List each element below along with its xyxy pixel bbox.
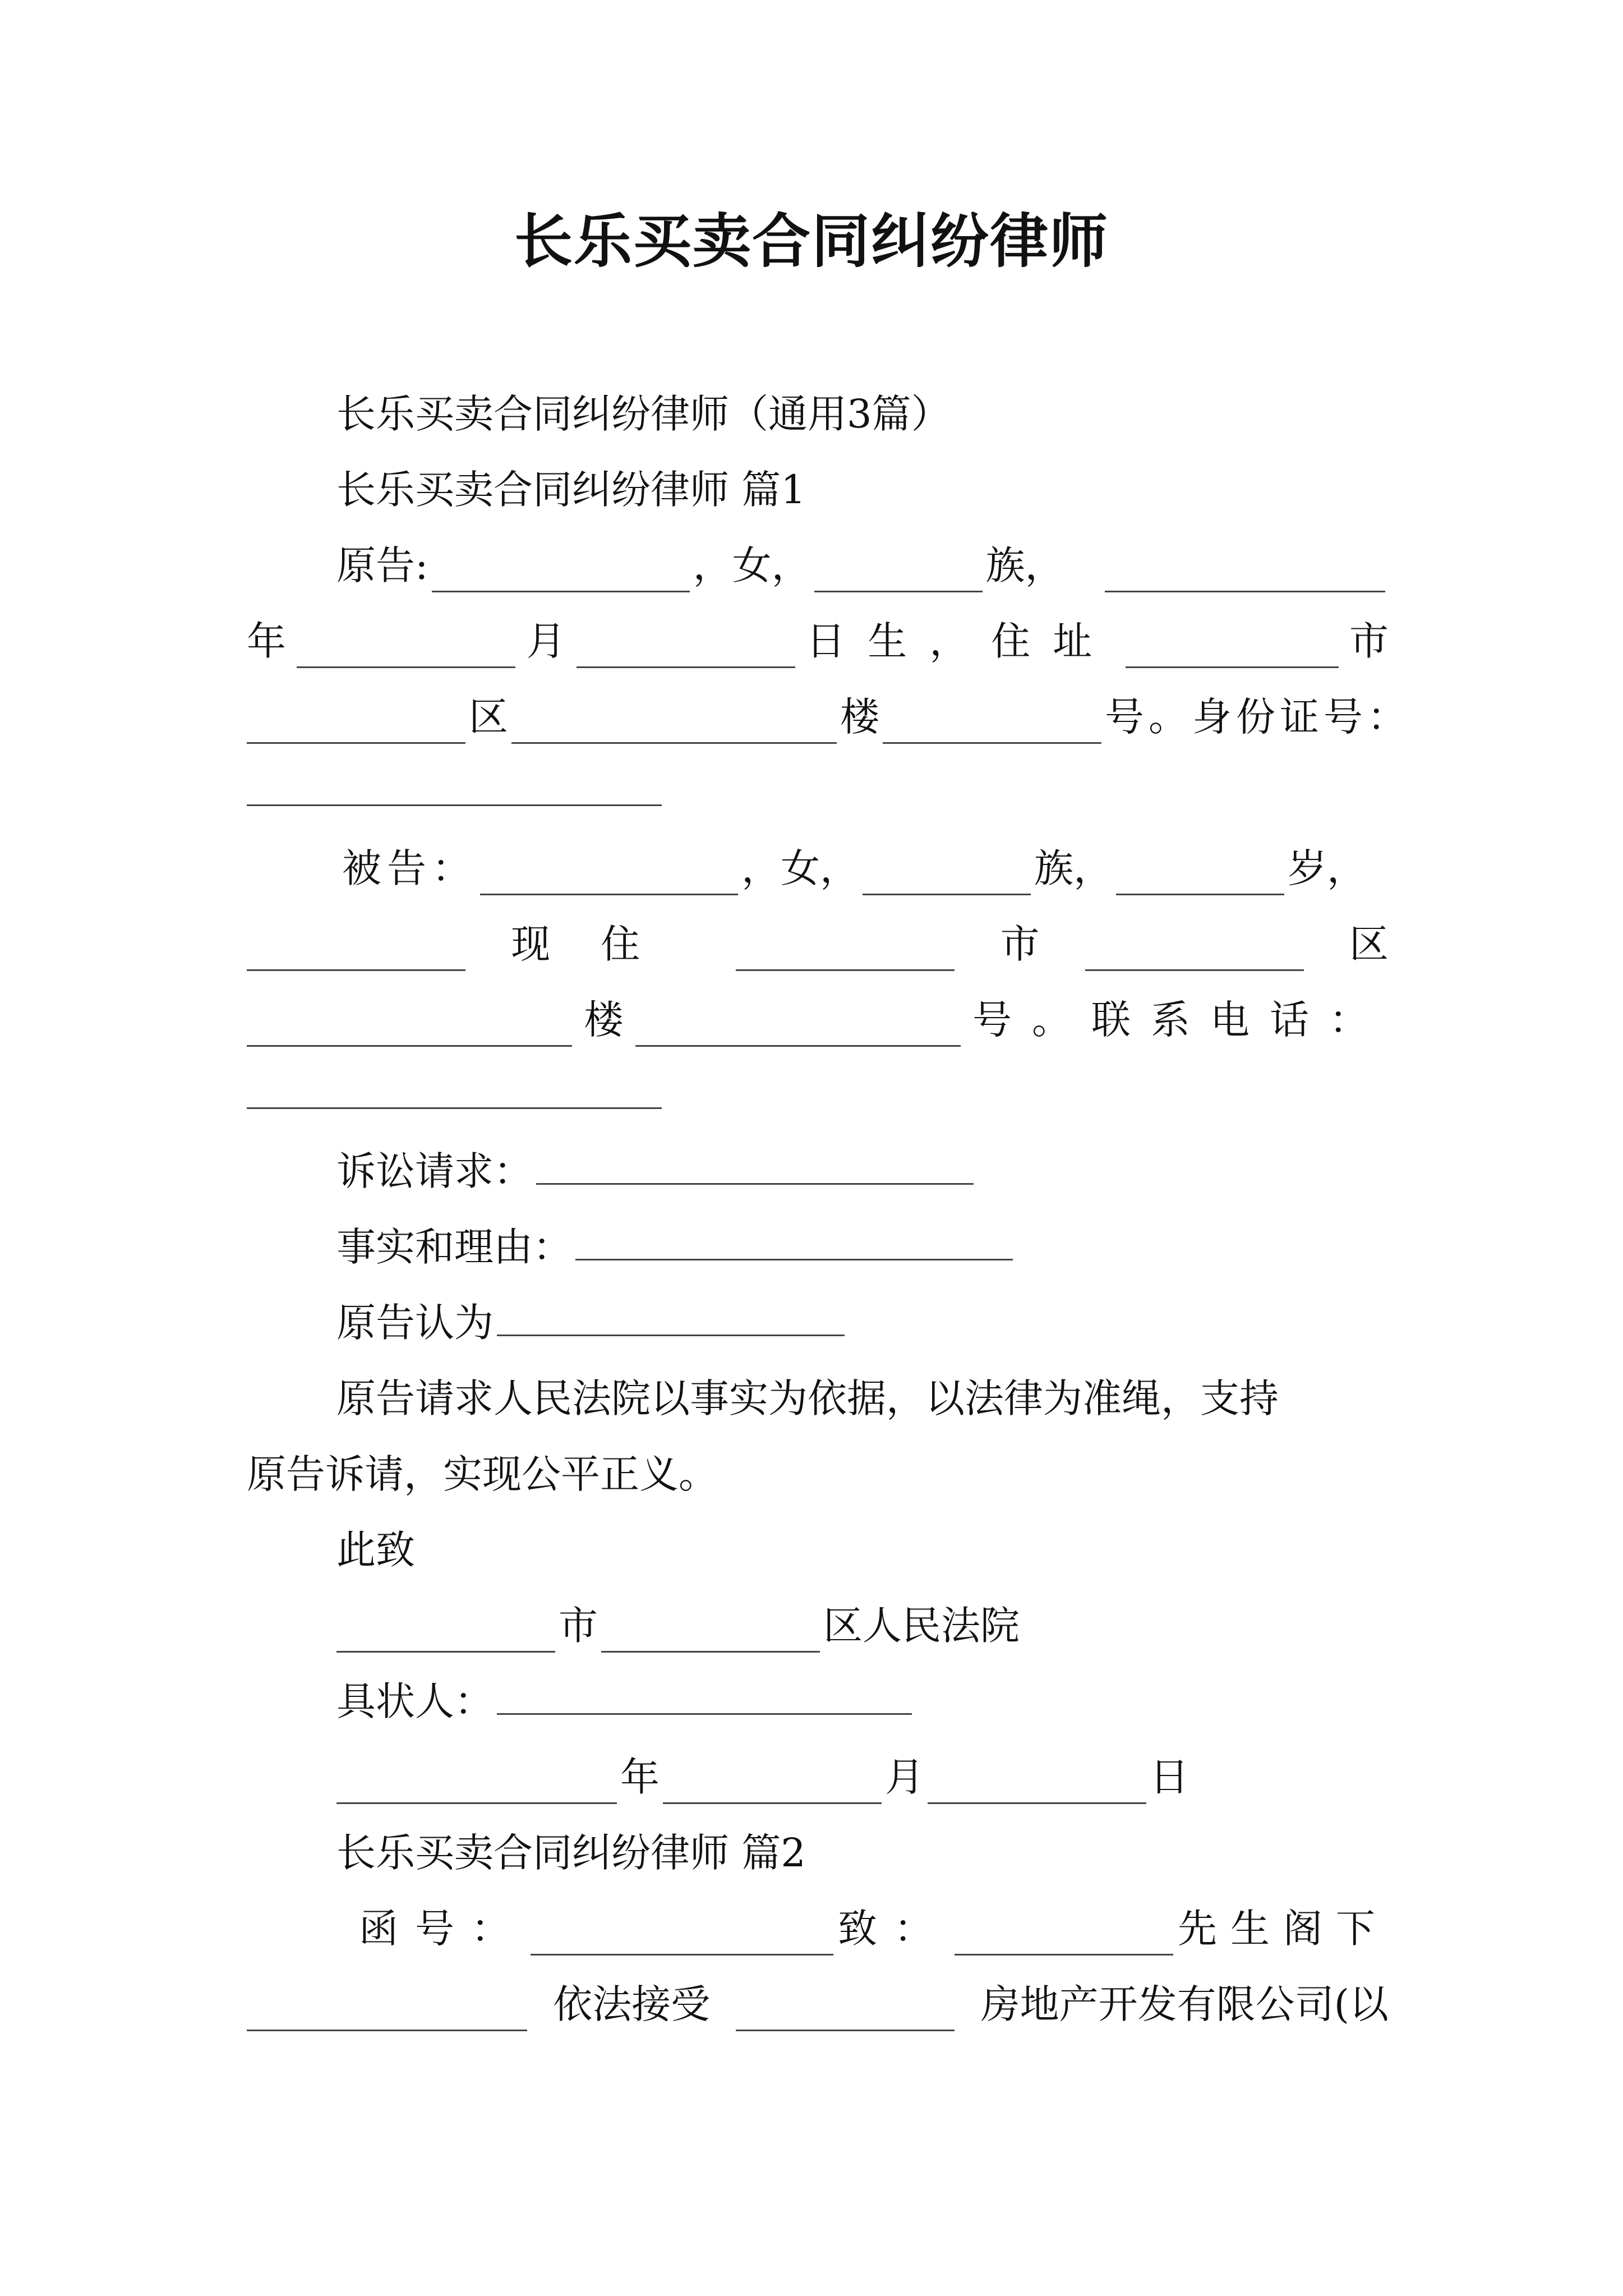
defendant-name-blank[interactable] xyxy=(480,859,738,895)
defendant-line-4 xyxy=(247,1069,1389,1122)
court-city: 市 xyxy=(559,1603,598,1649)
defendant-district-blank[interactable] xyxy=(247,1010,572,1047)
plaintiff-year: 年 xyxy=(247,618,286,664)
letter-client-blank[interactable] xyxy=(247,1995,527,2031)
claims-label: 诉讼请求： xyxy=(336,1148,533,1194)
signer-blank[interactable] xyxy=(497,1678,912,1715)
defendant-addr-blank[interactable] xyxy=(736,935,955,971)
plaintiff-addr-blank[interactable] xyxy=(1126,632,1339,668)
defendant-building-blank[interactable] xyxy=(635,1010,961,1047)
plaintiff-name-blank[interactable] xyxy=(432,556,690,592)
court-district-blank[interactable] xyxy=(601,1616,820,1653)
letter-sir: 先生阁下 xyxy=(1178,1906,1389,1952)
defendant-line-3 xyxy=(247,993,1389,1047)
intro-line xyxy=(247,387,1389,441)
signer-line xyxy=(247,1674,1389,1728)
letter-no-blank[interactable] xyxy=(531,1919,833,1955)
document-title: 长乐买卖合同纠纷律师 xyxy=(514,206,1109,275)
defendant-line-2 xyxy=(247,917,1389,971)
plaintiff-line-4 xyxy=(247,766,1389,820)
signer-label: 具状人： xyxy=(336,1678,494,1724)
plaintiff-birth-blank[interactable] xyxy=(1105,556,1385,592)
plaintiff-ethnic-blank[interactable] xyxy=(814,556,983,592)
defendant-age-blank[interactable] xyxy=(1116,859,1284,895)
plaintiff-label: 原告: xyxy=(336,542,428,588)
court-line xyxy=(247,1599,1389,1653)
plaintiff-year-blank[interactable] xyxy=(297,632,515,668)
defendant-ethnic: 族， xyxy=(1034,845,1113,891)
plaintiff-city: 市 xyxy=(1349,618,1389,664)
defendant-building: 楼 xyxy=(584,997,624,1043)
date-month: 月 xyxy=(885,1754,924,1800)
defendant-age: 岁， xyxy=(1288,845,1366,891)
opinion-label: 原告认为 xyxy=(336,1300,494,1346)
defendant-line-1 xyxy=(247,841,1389,895)
plaintiff-ethnic: 族， xyxy=(985,542,1064,588)
letter-line-2 xyxy=(247,1977,1389,2031)
defendant-city-blank[interactable] xyxy=(1085,935,1304,971)
plaintiff-id-blank[interactable] xyxy=(247,770,662,806)
court-district: 区人民法院 xyxy=(823,1603,1020,1649)
request-line-2 xyxy=(247,1447,1389,1501)
heading-2-text: 长乐买卖合同纠纷律师 篇2 xyxy=(336,1830,806,1876)
plaintiff-id: 号。身份证号： xyxy=(1105,694,1411,740)
to-line xyxy=(247,1523,1389,1577)
plaintiff-building-blank[interactable] xyxy=(883,707,1101,744)
request-text: 原告请求人民法院以事实为依据，以法律为准绳，支持 xyxy=(336,1375,1279,1421)
letter-accept: 依法接受 xyxy=(553,1981,711,2027)
letter-company: 房地产开发有限公司(以 xyxy=(980,1981,1389,2027)
plaintiff-line-1 xyxy=(247,539,1389,592)
claims-blank[interactable] xyxy=(536,1148,974,1185)
plaintiff-month: 月 xyxy=(526,618,566,664)
plaintiff-line-2 xyxy=(247,614,1389,668)
letter-company-blank[interactable] xyxy=(736,1995,955,2031)
date-day: 日 xyxy=(1150,1754,1189,1800)
date-day-blank[interactable] xyxy=(928,1768,1146,1804)
opinion-blank[interactable] xyxy=(497,1300,845,1336)
heading-part-2 xyxy=(247,1826,1389,1880)
facts-label: 事实和理由： xyxy=(336,1224,572,1270)
defendant-pre-blank[interactable] xyxy=(247,935,465,971)
heading-1-text: 长乐买卖合同纠纷律师 篇1 xyxy=(336,467,806,513)
date-month-blank[interactable] xyxy=(663,1768,882,1804)
letter-to-label: 致： xyxy=(838,1906,950,1952)
facts-line xyxy=(247,1220,1389,1274)
heading-part-1 xyxy=(247,463,1389,517)
defendant-phone: 号。联系电话： xyxy=(972,997,1389,1043)
defendant-female: ，女， xyxy=(741,845,859,891)
letter-to-blank[interactable] xyxy=(955,1919,1173,1955)
plaintiff-district-blank[interactable] xyxy=(511,707,837,744)
court-city-blank[interactable] xyxy=(336,1616,555,1653)
defendant-phone-blank[interactable] xyxy=(247,1073,662,1109)
defendant-district: 区 xyxy=(1349,921,1389,967)
plaintiff-line-3 xyxy=(247,690,1411,744)
letter-no-label: 函号： xyxy=(359,1906,527,1952)
letter-line-1 xyxy=(247,1902,1389,1955)
date-year-blank[interactable] xyxy=(336,1768,617,1804)
defendant-city: 市 xyxy=(1000,921,1040,967)
date-line xyxy=(247,1750,1389,1804)
date-year: 年 xyxy=(620,1754,660,1800)
plaintiff-month-blank[interactable] xyxy=(577,632,795,668)
opinion-line xyxy=(247,1296,1389,1350)
request-text-2: 原告诉请，实现公平正义。 xyxy=(247,1451,718,1497)
plaintiff-female: ，女， xyxy=(693,542,811,588)
request-line-1 xyxy=(247,1372,1389,1425)
plaintiff-building: 楼 xyxy=(840,694,879,740)
plaintiff-city-blank[interactable] xyxy=(247,707,465,744)
plaintiff-born-addr: 日生，住址 xyxy=(806,618,1115,664)
defendant-label: 被告： xyxy=(342,845,477,891)
to-text: 此致 xyxy=(336,1527,415,1573)
plaintiff-district: 区 xyxy=(469,694,508,740)
facts-blank[interactable] xyxy=(575,1224,1013,1260)
defendant-ethnic-blank[interactable] xyxy=(863,859,1031,895)
defendant-now-live: 现住 xyxy=(511,921,691,967)
claims-line xyxy=(247,1144,1389,1198)
intro-text: 长乐买卖合同纠纷律师（通用3篇） xyxy=(336,391,951,437)
